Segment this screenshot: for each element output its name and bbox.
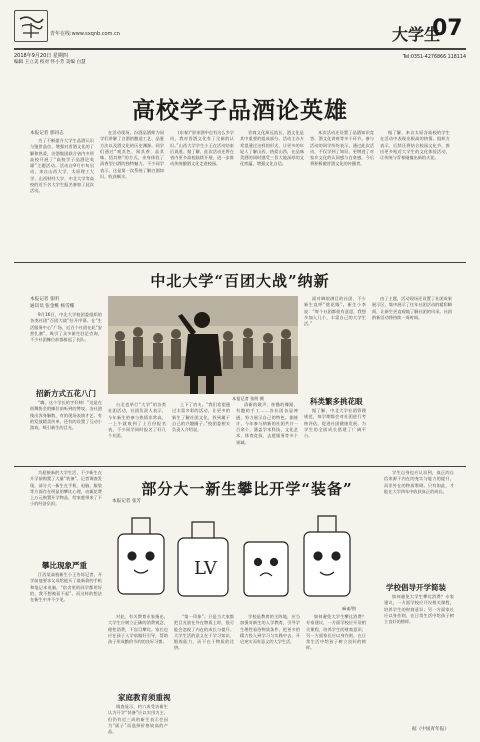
article3-subhead-3: 家庭教育须重视: [118, 693, 171, 702]
article3-text: 调查显示，约六成受访新生认为开学“装备”应以实用为主，但仍有近三成的新生表示会因为“面子”而选择价格较高的产品。: [108, 704, 168, 735]
article2-text: 台北也举行“大学”的各类社团活动，社团负责人表示，今年新生的参与热情非常高，一上午就收到了上百份报名表，不少同学同时报名了好几个社团。: [108, 402, 166, 439]
article3-col-5: [306, 614, 366, 730]
article1-text: (东春)“原来酒中也有这么多学问，我对晋酒文化有了全新的认识。”山西大学学生小王在活动结束后说道。据了解，此次活动还将在省内更多高校陆续开展，进一步推动传统酿酒文化走进校园。: [170, 130, 234, 167]
article2-col-3: [172, 402, 230, 462]
article2-subhead-1: 招新方式五花八门: [36, 389, 96, 398]
article3-text: “第一印象”。只是当大家都把目光放在外在物质上时，很可能会忽视了内在的成长与提升。大学生活的意义在于学习知识、锻炼能力，而不在于物质的比拼。: [174, 614, 234, 651]
date-line: 2018年9月20日 星期四: [14, 53, 68, 59]
article2-text: 面对琳琅满目的社团，不少新生直呼“挑花眼”。新生小李说：“每个社团都很有意思，我想多加入几个，丰富自己的大学生活。”: [304, 296, 366, 327]
article2-col-6: [372, 296, 452, 462]
masthead: [0, 0, 480, 66]
article1-text: 据了解，来自太原各高校的学生在活动中表现出极高的热情。组织方表示，后续还将结合校园文化节，推出更多贴近大学生的文化体验活动，让传统与青春碰撞出新的火花。: [380, 130, 450, 161]
article1-headline: 高校学子品酒论英雄: [132, 97, 348, 124]
crowd-photo-image: [108, 296, 298, 394]
newspaper-logo: [14, 10, 48, 42]
suitcase-cartoon-image: [108, 504, 376, 604]
phone-line: Tel:0351-4276866 118114: [402, 55, 466, 60]
club-fair-photo: [108, 296, 298, 394]
article2-text: 9月16日，中北大学校团委组织的各类社团“百团大战”拉开序幕。在“生活服务中心”广场，近百个社团在此“安营扎寨”，吸引了众多新生驻足咨询，不少社团摊位前都排起了长队。: [30, 312, 102, 343]
site-label: 青年在线:www.sxqnb.com.cn: [50, 31, 120, 37]
article3-subhead-2: 学校倡导开学简装: [386, 583, 446, 592]
article2-col-5b: [304, 408, 366, 462]
article1-col-5: [310, 130, 374, 258]
article3-headline: 部分大一新生攀比开学“装备”: [141, 480, 353, 498]
article2-col-5: [304, 296, 366, 392]
article3-text: 如何避免大学生攀比消费？专家建议，一方面学校应开设相关课程，培养学生的财商意识；另一方面家长应以身作则，在日常生活中给孩子树立良好的榜样。: [384, 594, 454, 625]
article3-col-6b: [384, 594, 454, 722]
article1-col-4: [240, 130, 304, 258]
article1-text: 为了不断提升大学生品酒认识与鉴赏品位，增强对晋酒文化的了解和热爱，汾酒集团联合省内多所高校开展了“高校学子品酒论英雄”主题活动。活动自9月中旬启动，来自山西大学、太原理工大学、山西财经大学、中北大学等高校的近千名大学生报名参加了此次活动。: [30, 138, 94, 194]
article3-col-3: [174, 614, 234, 730]
article2-col-4: [236, 402, 298, 460]
article1-text: 本次活动还设置了品酒知识竞答、酒文化讲座等多个环节。参与活动的同学纷纷表示，通过此次活动，不仅学到了知识，更增进了对家乡文化的认同感与自豪感，今后将积极做晋酒文化的传播者。: [310, 130, 374, 167]
article1-col-1: [30, 138, 94, 258]
article3-text: 如何避免大学生攀比消费？专家建议，一方面学校应开设相关课程，培养学生的财商意识；另一方面家长应以身作则，在日常生活中给孩子树立良好的榜样。: [306, 614, 366, 651]
svg-text:LV: LV: [194, 558, 217, 579]
calligraphy-logo-icon: [15, 11, 47, 41]
article3-col-1b: [30, 572, 102, 722]
article2-col-1b: [30, 400, 102, 460]
article3-text: 学生自身也应认识到，真正的自信来源于内在的充实与能力的提升，而非外在的物质堆砌。只有如此，才能在大学四年中收获真正的成长。: [384, 470, 454, 494]
article3-col-2: [108, 614, 168, 688]
article3-text: 对此，有关教育专家指出，大学生应树立正确的消费观念，理性消费，不盲目攀比。家长也应在孩子入学前做好引导，帮助孩子形成勤俭节约的良好习惯。: [108, 614, 168, 645]
article2-text: 由了主题，活动现场还设置了社团成果展示区，集中展示了往年社团活动的精彩瞬间，让新生更直观地了解社团的风采。社团纳新活动将持续一周时间。: [372, 296, 452, 320]
article3-col-2b: [108, 704, 168, 735]
article3-text: 为迎接新的大学生活，不少新生在开学前购置了大量“装备”。记者调查发现，部分大一新生在手机、电脑、服装等方面存在明显的攀比心理，动辄花费上万元购置开学物品，给家庭带来了不小的经济负担。: [30, 470, 102, 507]
article2-text: 清新的歌声、炫酷的舞蹈、有趣的手工……各社团各显神通，努力展示自己的特色。据统计，今年参与纳新的社团共计一百余个，涵盖学术科技、文化艺术、体育竞技、志愿服务等多个领域。: [236, 402, 298, 445]
article3-subhead-1: 攀比现象严重: [42, 561, 87, 570]
article1-byline: 本报记者 郭同志: [30, 131, 64, 136]
article1-col-2: [100, 130, 164, 258]
article1-text: 在活动现场，汾酒品酒师为同学们讲解了白酒的酿造工艺、品鉴方法以及酒文化的历史渊源。同学们通过“观其色、闻其香、品其味、悟其格”的方式，亲身体验了清香型白酒的独特魅力。不少同学表示，这是第一次系统了解白酒知识，收获颇丰。: [100, 130, 164, 180]
page-number: 07: [432, 16, 463, 41]
article2-text: 据了解，中北大学社团管理规范，每学期都会对社团进行考核评估，促进社团健康发展，为学生的全面成长搭建了广阔平台。: [304, 408, 366, 439]
illustration-credit: 麻雀/图: [342, 606, 356, 611]
article3-text: 江西某高校新生小王告诉记者，开学前他要求父母给他买了最新款的手机和笔记本电脑，“宿舍里的同学都用好的，我不想被看不起”。而这样的想法在新生中并不少见。: [30, 572, 102, 603]
article2-text: 上下了功夫。“我们希望通过丰富多彩的活动，让更多的新生了解社团文化，找到属于自己的兴趣圈子。”校团委相关负责人介绍说。: [172, 402, 230, 433]
article3-col-1: [30, 470, 102, 554]
photo-caption: 本报记者 张明 摄: [232, 396, 264, 401]
article1-col-3: [170, 130, 234, 258]
article2-subhead-2: 科类繁多挑花眼: [310, 397, 363, 406]
article3-col-4: [240, 614, 300, 730]
section-label: 大学生: [392, 25, 441, 44]
article3-text: 学校是教育的主阵地，应当加强对新生的入学教育，引导学生理性看待物质条件，把更多的精力投入到学习与实践中去，开启充实而有意义的大学生活。: [240, 614, 300, 645]
article2-col-1: [30, 312, 102, 384]
article1-text: 晋商文化源远流长，酒文化是其中重要的组成部分。活动主办方希望通过这样的形式，让更多的年轻人了解山西、热爱山西，在品味美酒的同时感受三晋大地深厚的文化底蕴，增强文化自信。: [240, 130, 304, 167]
article2-headline: 中北大学“百团大战”纳新: [150, 272, 330, 290]
article3-col-6: [384, 470, 454, 576]
luggage-illustration: [108, 504, 376, 604]
article2-text: “嗨，这个学长的字好帅！”这是在街舞协会的摊位前听到的赞叹。各社团使出浑身解数，有的现场表演才艺，有的发放精美传单，还有的设置了互动小游戏，吸引新生的目光。: [30, 400, 102, 431]
article2-col-2: [108, 402, 166, 462]
source-credit: 据《中国青年报》: [412, 727, 449, 732]
article1-col-6: [380, 130, 450, 258]
masthead-rule-thick: [14, 48, 466, 50]
editors-line: 编辑 王立美 校对 怀小芳 美编 白慧: [14, 60, 86, 65]
section-divider-2: [14, 466, 466, 467]
article2-byline-2: 通讯员 张金桃 杨雪娜: [30, 304, 75, 309]
article2-byline-1: 本报记者 张明: [30, 297, 60, 302]
section-divider: [14, 262, 466, 263]
article3-byline: 本报记者 张芳: [112, 499, 142, 504]
